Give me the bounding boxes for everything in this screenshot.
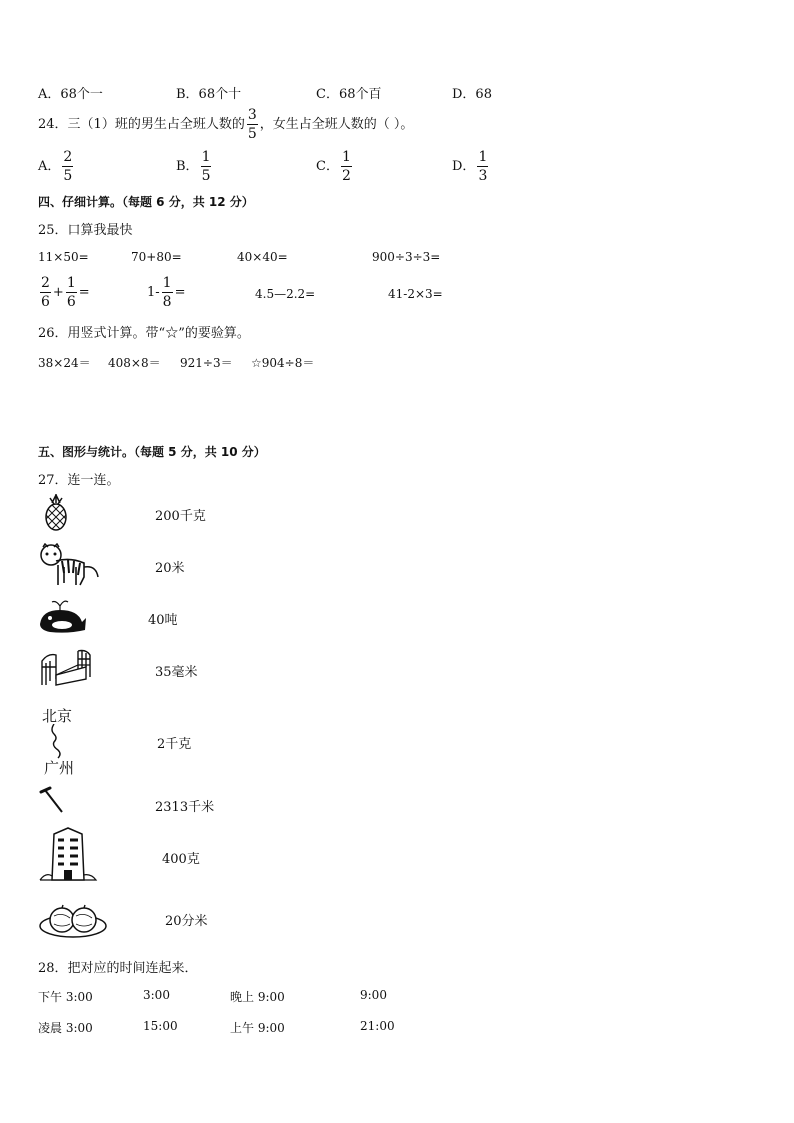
measure-400g: 400克 [162,852,200,867]
fraction-denominator: 5 [63,168,73,184]
fraction [40,276,51,309]
option-fraction [62,150,73,183]
measure-200kg: 200千克 [155,509,206,524]
q25-expr-4: 900÷3÷3= [372,250,441,264]
option-fraction [341,150,352,183]
measure-2313km: 2313千米 [155,800,215,815]
q28-row1-col2: 3:00 [143,988,170,1002]
fraction [66,276,77,309]
q28-title: 28．把对应的时间连起来． [38,961,198,976]
option-label: D． [452,159,476,174]
building-icon [38,826,98,882]
q25-expr-8: 41-2×3= [388,287,443,301]
fraction-numerator: 1 [341,149,351,165]
q26-item-1: 38×24＝ [38,356,91,370]
option-fraction [477,150,488,183]
q26-item-3: 921÷3＝ [180,356,233,370]
q28-row1-col3: 晚上 9:00 [230,990,285,1004]
q23-option-a: A．68个一 [38,87,103,102]
q26-title: 26．用竖式计算。带“☆”的要验算。 [38,326,250,341]
fraction-denominator: 3 [478,168,488,184]
measure-40t: 40吨 [148,613,178,628]
fraction-numerator: 1 [478,149,488,165]
fraction-numerator: 3 [247,107,257,123]
q24-option-a [38,150,75,183]
fraction-numerator: 1 [162,275,172,291]
q25-expr-1: 11×50= [38,250,89,264]
q28-row1-col1: 下午 3:00 [38,990,93,1004]
q25-expr-3: 40×40= [237,250,288,264]
expr-prefix: 1- [147,285,160,300]
measure-20dm: 20分米 [165,914,208,929]
q24-option-c [316,150,354,183]
q24-prefix: 24．三（1）班的男生占全班人数的 [38,117,245,132]
fraction-denominator: 5 [201,168,211,184]
q25-expr-5 [38,276,90,309]
measure-20m: 20米 [155,561,185,576]
section-5-title: 五、图形与统计。（每题 5 分，共 10 分） [38,445,266,459]
option-label: B． [176,159,199,174]
q24-question [38,108,413,141]
pineapple-icon [38,493,74,531]
fraction-denominator: 6 [41,294,50,310]
option-fraction [201,150,212,183]
nail-icon [38,786,68,816]
q24-suffix: ，女生占全班人数的（ ）。 [259,117,414,132]
q25-expr-2: 70+80= [131,250,182,264]
fraction [162,276,173,309]
route-map-icon [44,724,78,760]
option-label: C． [316,159,339,174]
q28-row2-col4: 21:00 [360,1019,395,1033]
q25-title: 25．口算我最快 [38,223,133,238]
fraction-numerator: 2 [63,149,73,165]
bed-icon [38,645,94,689]
equals-sign: = [174,285,186,300]
equals-sign: = [78,285,90,300]
fraction-numerator: 1 [201,149,211,165]
fraction-denominator: 2 [341,168,351,184]
q28-row2-col2: 15:00 [143,1019,178,1033]
q26-item-4: ☆904÷8＝ [251,356,315,370]
plus-sign: + [52,285,64,300]
q23-option-d: D．68 [452,87,492,102]
tiger-icon [36,543,102,589]
q26-item-2: 408×8＝ [108,356,161,370]
option-label: A． [38,159,61,174]
route-bottom-label: 广州 [44,759,75,777]
measure-35mm: 35毫米 [155,665,198,680]
q25-expr-6 [147,276,186,309]
q28-row2-col1: 凌晨 3:00 [38,1021,93,1035]
q24-option-b [176,150,213,183]
q27-title: 27．连一连。 [38,473,120,488]
route-top-label: 北京 [42,707,73,725]
measure-2kg: 2千克 [157,737,192,752]
fraction-numerator: 2 [41,275,50,291]
q28-row2-col3: 上午 9:00 [230,1021,285,1035]
q28-row1-col4: 9:00 [360,988,387,1002]
section-4-title: 四、仔细计算。（每题 6 分，共 12 分） [38,195,254,209]
q24-option-d [452,150,490,183]
q23-option-b: B．68个十 [176,87,242,102]
fraction-denominator: 6 [66,294,76,310]
q24-fraction [247,108,258,141]
fruit-plate-icon [38,898,108,940]
fraction-denominator: 5 [247,126,257,142]
q25-expr-7: 4.5—2.2= [255,287,316,301]
fraction-numerator: 1 [66,275,76,291]
fraction-denominator: 8 [162,294,172,310]
q23-option-c: C．68个百 [316,87,382,102]
whale-icon [38,598,88,636]
